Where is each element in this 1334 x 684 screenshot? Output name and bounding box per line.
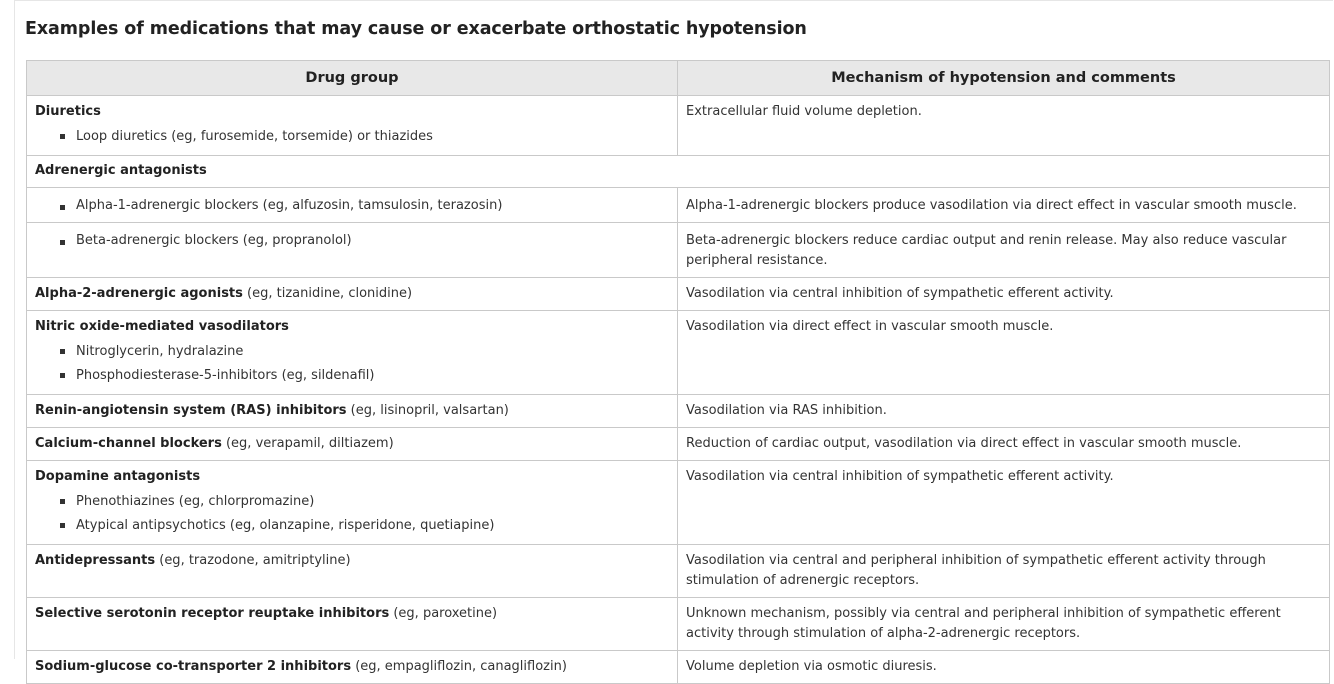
drug-list (35, 196, 669, 216)
row-alpha1-blockers (27, 188, 1330, 223)
drug-cell (27, 96, 678, 156)
drug-examples: (eg, trazodone, amitriptyline) (155, 553, 351, 568)
mechanism-cell: Alpha-1-adrenergic blockers produce vasodilation via direct effect in vascular smooth muscle. (678, 188, 1330, 223)
drug-examples: (eg, paroxetine) (389, 606, 498, 621)
drug-examples: (eg, tizanidine, clonidine) (242, 286, 413, 301)
drug-cell (27, 598, 678, 651)
row-nitric-oxide (27, 311, 1330, 395)
drug-cell (27, 651, 678, 684)
mechanism-cell: Vasodilation via RAS inhibition. (678, 395, 1330, 428)
row-calcium-channel-blockers (27, 428, 1330, 461)
mechanism-cell: Vasodilation via direct effect in vascular smooth muscle. (678, 311, 1330, 395)
mechanism-cell: Unknown mechanism, possibly via central and peripheral inhibition of sympathetic efferent activity through stimulation of alpha-2-adrenergic receptors. (678, 598, 1330, 651)
mechanism-cell: Vasodilation via central inhibition of sympathetic efferent activity. (678, 278, 1330, 311)
drug-cell (27, 395, 678, 428)
mechanism-cell: Reduction of cardiac output, vasodilation via direct effect in vascular smooth muscle. (678, 428, 1330, 461)
drug-examples: (eg, verapamil, diltiazem) (221, 436, 394, 451)
drug-examples: (eg, empagliflozin, canagliflozin) (351, 659, 567, 674)
row-adrenergic-antagonists (27, 156, 1330, 188)
row-alpha2-agonists (27, 278, 1330, 311)
drug-list-item: Atypical antipsychotics (eg, olanzapine, risperidone, quetiapine) (35, 514, 669, 538)
drug-cell (27, 311, 678, 395)
mechanism-cell: Extracellular fluid volume depletion. (678, 96, 1330, 156)
section-header-cell (27, 156, 1330, 188)
drug-list-item: Beta-adrenergic blockers (eg, propranolol) (35, 231, 669, 251)
drug-list-item: Phenothiazines (eg, chlorpromazine) (35, 490, 669, 514)
drug-cell (27, 545, 678, 598)
drug-list (35, 340, 669, 388)
drug-list-item: Alpha-1-adrenergic blockers (eg, alfuzosin, tamsulosin, terazosin) (35, 196, 669, 216)
row-beta-blockers (27, 223, 1330, 278)
row-ras-inhibitors (27, 395, 1330, 428)
drug-list-item: Nitroglycerin, hydralazine (35, 340, 669, 364)
header-mechanism: Mechanism of hypotension and comments (678, 61, 1330, 96)
drug-group-name: Diuretics (35, 104, 101, 119)
drug-list-item: Phosphodiesterase-5-inhibitors (eg, sildenafil) (35, 364, 669, 388)
drug-list (35, 231, 669, 251)
row-diuretics (27, 96, 1330, 156)
mechanism-cell: Volume depletion via osmotic diuresis. (678, 651, 1330, 684)
header-drug-group: Drug group (27, 61, 678, 96)
drug-group-name: Adrenergic antagonists (35, 163, 207, 178)
drug-cell (27, 278, 678, 311)
drug-group-name: Calcium-channel blockers (35, 436, 222, 451)
row-dopamine-antagonists (27, 461, 1330, 545)
row-antidepressants (27, 545, 1330, 598)
medications-table (26, 60, 1330, 684)
drug-group-name: Antidepressants (35, 553, 156, 568)
mechanism-cell: Beta-adrenergic blockers reduce cardiac output and renin release. May also reduce vascular peripheral resistance. (678, 223, 1330, 278)
drug-group-name: Dopamine antagonists (35, 469, 201, 484)
drug-group-name: Alpha-2-adrenergic agonists (35, 286, 243, 301)
row-ssri (27, 598, 1330, 651)
row-sglt2-inhibitors (27, 651, 1330, 684)
drug-list (35, 125, 669, 149)
drug-cell (27, 461, 678, 545)
drug-cell (27, 223, 678, 278)
drug-list-item: Loop diuretics (eg, furosemide, torsemide) or thiazides (35, 125, 669, 149)
drug-group-name: Selective serotonin receptor reuptake inhibitors (35, 606, 390, 621)
table-title: Examples of medications that may cause or exacerbate orthostatic hypotension (25, 19, 807, 39)
drug-group-name: Sodium-glucose co-transporter 2 inhibitors (35, 659, 352, 674)
drug-group-name: Nitric oxide-mediated vasodilators (35, 319, 289, 334)
mechanism-cell: Vasodilation via central and peripheral inhibition of sympathetic efferent activity through stimulation of adrenergic receptors. (678, 545, 1330, 598)
header-row (27, 61, 1330, 96)
drug-list (35, 490, 669, 538)
mechanism-cell: Vasodilation via central inhibition of sympathetic efferent activity. (678, 461, 1330, 545)
drug-cell (27, 188, 678, 223)
drug-cell (27, 428, 678, 461)
drug-examples: (eg, lisinopril, valsartan) (346, 403, 509, 418)
drug-group-name: Renin-angiotensin system (RAS) inhibitors (35, 403, 347, 418)
